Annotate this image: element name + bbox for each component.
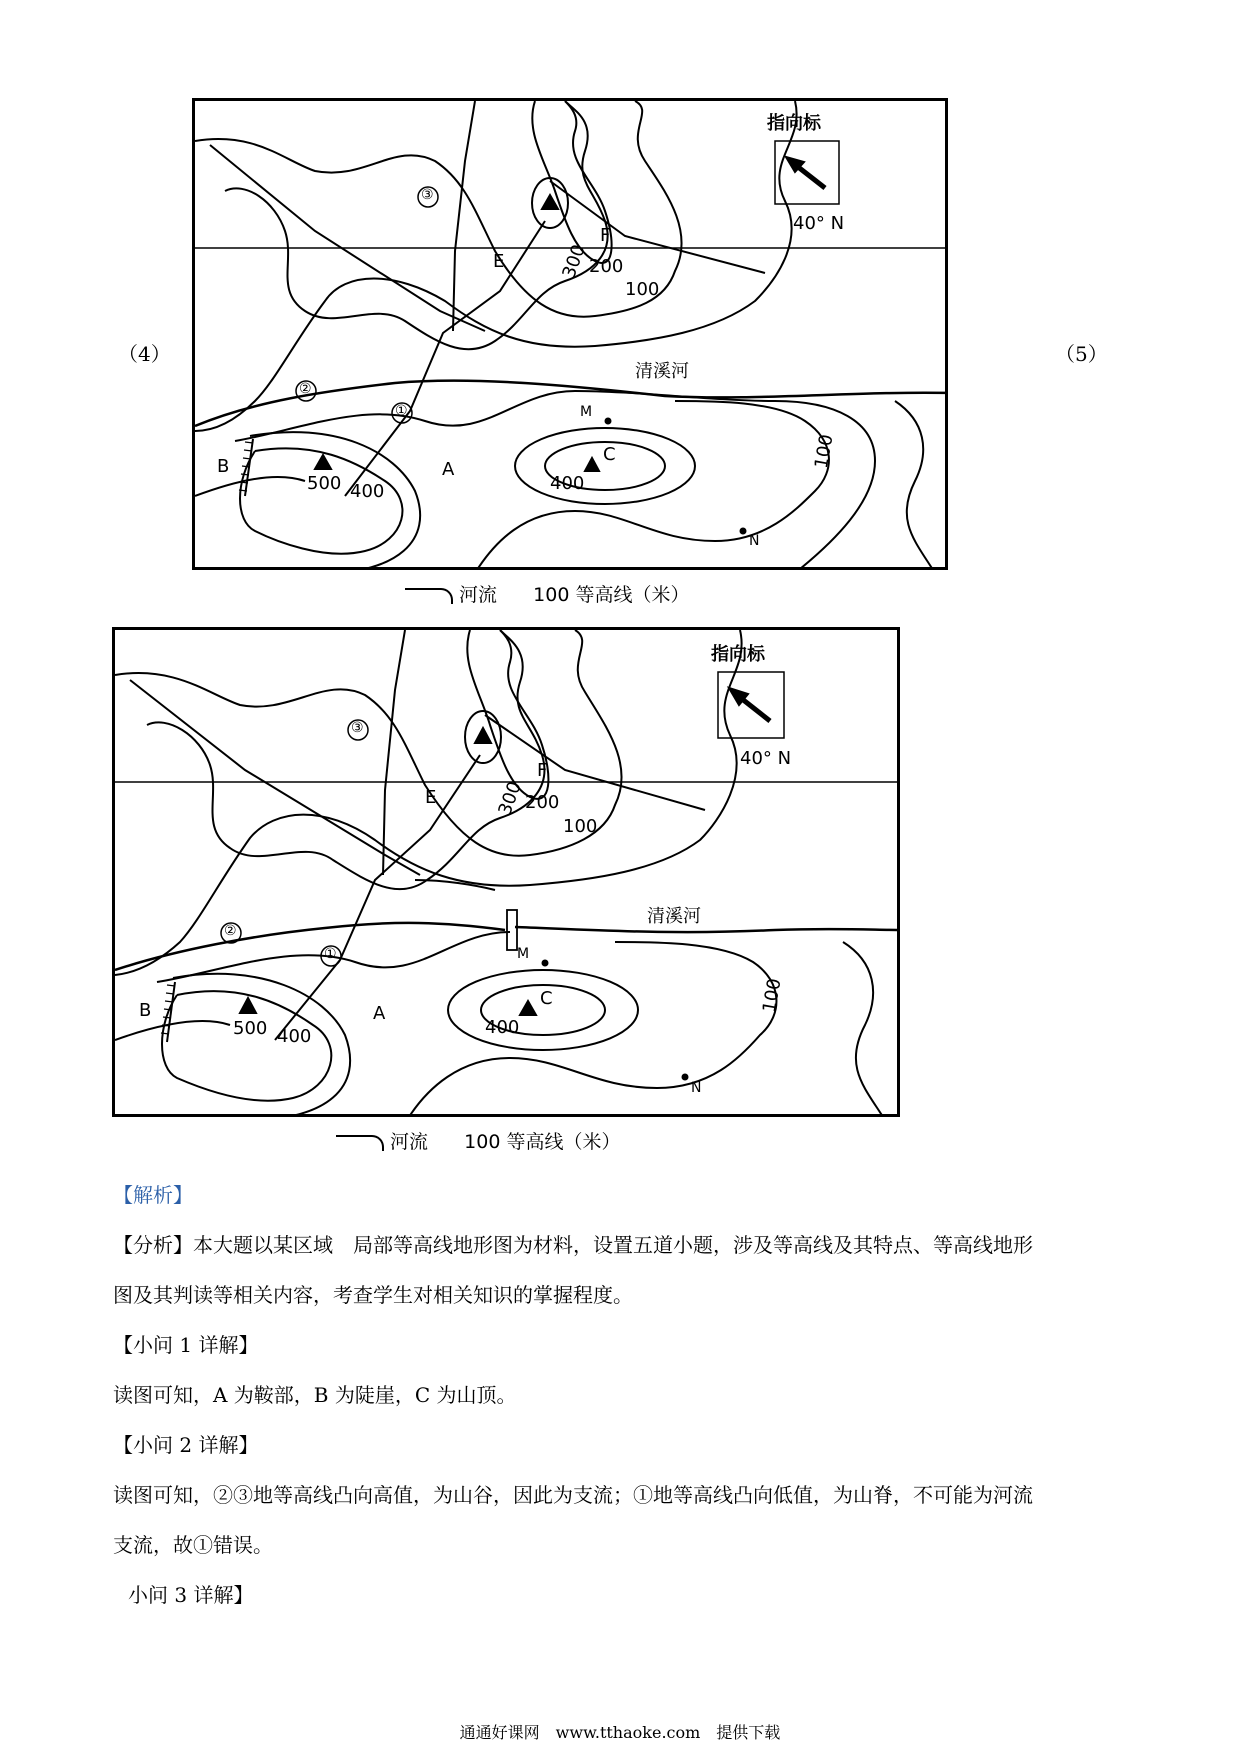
contour-map-2	[112, 627, 900, 1117]
analysis-line-1: 【分析】本大题以某区域 局部等高线地形图为材料，设置五道小题，涉及等高线及其特点、等高线地形	[113, 1233, 1033, 1257]
contour-label-100-east-2: 100	[758, 976, 786, 1015]
point-label-n: N	[749, 533, 760, 549]
point-label-b: B	[217, 456, 230, 477]
latitude-label: 40° N	[793, 213, 845, 234]
point-label-c: C	[603, 444, 616, 465]
contour-label-100: 100	[625, 279, 660, 300]
circled-label-2-2: ②	[224, 923, 237, 939]
contour-map-1-drawing	[195, 101, 948, 570]
contour-label-500: 500	[307, 473, 342, 494]
contour-map-1	[192, 98, 948, 570]
q3-title: 小问 3 详解】	[128, 1583, 254, 1607]
contour-label-500-2: 500	[233, 1018, 268, 1039]
contour-legend-sample-2: 100	[464, 1131, 501, 1153]
point-label-m: M	[580, 404, 593, 420]
contour-label-300-2: 300	[494, 778, 526, 819]
contour-legend-sample: 100	[533, 584, 570, 606]
compass-title-2: 指向标	[711, 644, 765, 665]
map-legend-1	[405, 580, 689, 607]
q2-text-line-1: 读图可知，②③地等高线凸向高值，为山谷，因此为支流；①地等高线凸向低值，为山脊，不可能为河流	[113, 1483, 1033, 1507]
circled-label-3-2: ③	[351, 720, 364, 736]
river-legend-icon	[405, 588, 453, 604]
point-label-a-2: A	[373, 1003, 386, 1024]
point-label-f-2: F	[537, 760, 548, 781]
point-label-c-2: C	[540, 988, 553, 1009]
river-legend-icon-2	[336, 1135, 384, 1151]
question-number-4: （4）	[118, 342, 171, 366]
q2-text-line-2: 支流，故①错误。	[113, 1533, 273, 1557]
point-label-f: F	[600, 225, 611, 246]
analysis-line-2: 图及其判读等相关内容，考查学生对相关知识的掌握程度。	[113, 1283, 633, 1307]
river-name-label: 清溪河	[635, 361, 689, 382]
circled-label-1-2: ①	[324, 946, 337, 962]
contour-label-200-2: 200	[525, 792, 560, 813]
page-footer: 通通好课网 www.tthaoke.com 提供下载	[459, 1723, 781, 1742]
contour-label-400-west: 400	[350, 481, 385, 502]
contour-label-100-east: 100	[810, 432, 838, 471]
contour-label-300: 300	[558, 241, 590, 282]
point-label-e-2: E	[425, 787, 437, 808]
river-legend-text: 河流	[459, 584, 498, 606]
contour-label-200: 200	[589, 256, 624, 277]
contour-label-100-2: 100	[563, 816, 598, 837]
point-label-b-2: B	[139, 1000, 152, 1021]
contour-label-400-c: 400	[550, 473, 585, 494]
point-label-e: E	[493, 251, 505, 272]
compass-title: 指向标	[767, 113, 821, 134]
contour-legend-text-2: 等高线（米）	[506, 1131, 621, 1153]
contour-map-2-drawing	[115, 630, 900, 1117]
river-name-label-2: 清溪河	[647, 906, 701, 927]
section-heading: 【解析】	[113, 1183, 193, 1207]
map-legend-2	[336, 1127, 620, 1154]
point-label-a: A	[442, 459, 455, 480]
q2-title: 【小问 2 详解】	[113, 1433, 259, 1457]
circled-label-3: ③	[421, 187, 434, 203]
contour-legend-text: 等高线（米）	[575, 584, 690, 606]
circled-label-2: ②	[299, 381, 312, 397]
point-label-n-2: N	[691, 1080, 702, 1096]
contour-label-400-c-2: 400	[485, 1017, 520, 1038]
point-label-m-2: M	[517, 946, 530, 962]
circled-label-1: ①	[395, 403, 408, 419]
latitude-label-2: 40° N	[740, 748, 792, 769]
river-legend-text-2: 河流	[390, 1131, 429, 1153]
contour-label-400-west-2: 400	[277, 1026, 312, 1047]
q1-title: 【小问 1 详解】	[113, 1333, 259, 1357]
q1-text: 读图可知，A 为鞍部，B 为陡崖，C 为山顶。	[113, 1383, 517, 1407]
question-number-5: （5）	[1055, 342, 1108, 366]
